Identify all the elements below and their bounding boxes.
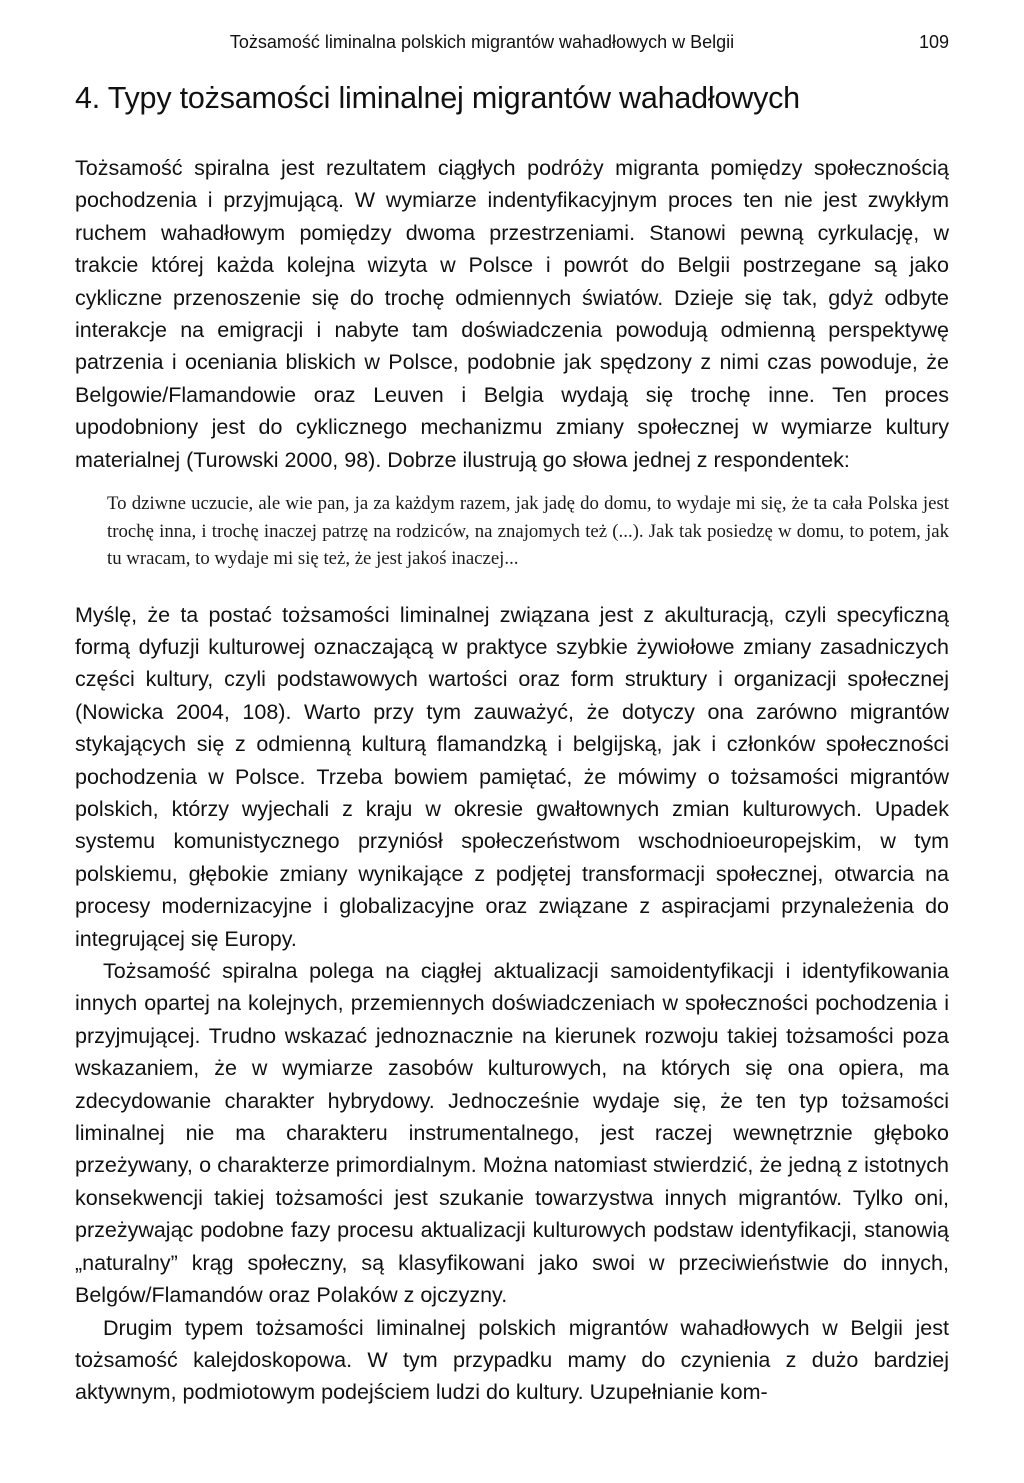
running-header <box>75 24 949 60</box>
section-heading: 4. Typy tożsamości liminalnej migrantów wahadłowych <box>75 81 800 115</box>
respondent-quote: To dziwne uczucie, ale wie pan, ja za każdym razem, jak jadę do domu, to wydaje mi się, że ta cała Polska jest trochę inna, i trochę inaczej patrzę na rodziców, na znajomych też (...). Jak tak posiedzę w domu, to potem, jak tu wracam, to wydaje mi się też, że jest jakoś inaczej... <box>107 493 949 570</box>
book-page <box>75 24 949 1409</box>
paragraph-3: Tożsamość spiralna polega na ciągłej aktualizacji samoidentyfikacji i identyfikowania innych opartej na kolejnych, przemiennych doświadczeniach w społeczności pochodzenia i przyjmującej. Trudno wskazać jednoznacznie na kierunek rozwoju takiej tożsamości poza wskazaniem, że w wymiarze zasobów kulturowych, na których się ona opiera, ma zdecydowanie charakter hybrydowy. Jednocześnie wydaje się, że ten typ tożsamości liminalnej nie ma charakteru instrumentalnego, jest raczej wewnętrznie głęboko przeżywany, o charakterze primordialnym. Można natomiast stwierdzić, że jedną z istotnych konsekwencji takiej tożsamości jest szukanie towarzystwa innych migrantów. Tylko oni, przeżywając podobne fazy procesu aktualizacji kulturowych podstaw identyfikacji, stanowią „naturalny” krąg społeczny, są klasyfikowani jako swoi w przeciwieństwie do innych, Belgów/Flamandów oraz Polaków z ojczyzny. <box>75 959 949 1308</box>
running-title: Tożsamość liminalna polskich migrantów wahadłowych w Belgii <box>229 32 735 52</box>
page-number: 109 <box>918 32 949 52</box>
paragraph-4: Drugim typem tożsamości liminalnej polskich migrantów wahadłowych w Belgii jest tożsamość kalejdoskopowa. W tym przypadku mamy do czynienia z dużo bardziej aktywnym, podmiotowym podejściem ludzi do kultury. Uzupełnianie kom- <box>75 1315 949 1405</box>
paragraph-2: Myślę, że ta postać tożsamości liminalnej związana jest z akulturacją, czyli specyficzną formą dyfuzji kulturowej oznaczającą w praktyce szybkie żywiołowe zmiany zasadniczych części kultury, czyli podstawowych wartości oraz form struktury i organizacji społecznej (Nowicka 2004, 108). Warto przy tym zauważyć, że dotyczy ona zarówno migrantów stykających się z odmienną kulturą flamandzką i belgijską, jak i członków społeczności pochodzenia w Polsce. Trzeba bowiem pamiętać, że mówimy o tożsamości migrantów polskich, którzy wyjechali z kraju w okresie gwałtownych zmian kulturowych. Upadek systemu komunistycznego przyniósł społeczeństwom wschodnioeuropejskim, w tym polskiemu, głębokie zmiany wynikające z podjętej transformacji społecznej, otwarcia na procesy modernizacyjne i globalizacyjne oraz związane z aspiracjami przynależenia do integrującej się Europy. <box>75 602 949 951</box>
paragraph-1: Tożsamość spiralna jest rezultatem ciągłych podróży migranta pomiędzy społecznością pochodzenia i przyjmującą. W wymiarze indentyfikacyjnym proces ten nie jest zwykłym ruchem wahadłowym pomiędzy dwoma przestrzeniami. Stanowi pewną cyrkulację, w trakcie której każda kolejna wizyta w Polsce i powrót do Belgii postrzegane są jako cykliczne przenoszenie się do trochę odmiennych światów. Dzieje się tak, gdyż odbyte interakcje na emigracji i nabyte tam doświadczenia powodują odmienną perspektywę patrzenia i oceniania bliskich w Polsce, podobnie jak spędzony z nimi czas powoduje, że Belgowie/Flamandowie oraz Leuven i Belgia wydają się trochę inne. Ten proces upodobniony jest do cyklicznego mechanizmu zmiany społecznej w wymiarze kultury materialnej (Turowski 2000, 98). Dobrze ilustrują go słowa jednej z respondentek: <box>75 156 949 472</box>
